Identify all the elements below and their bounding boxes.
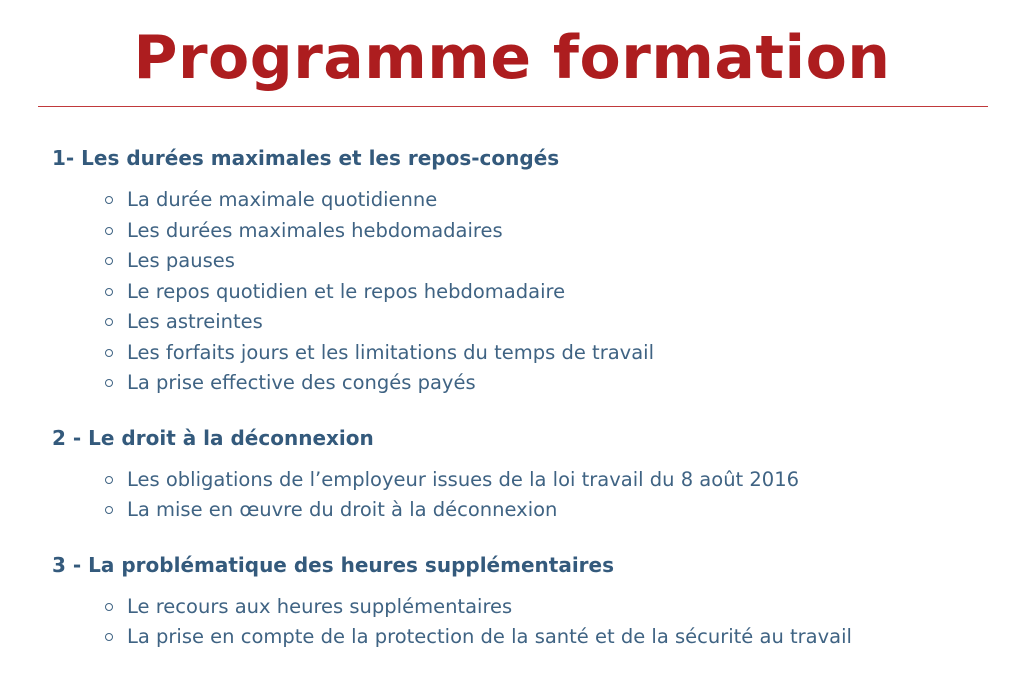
list-item-text: La prise effective des congés payés xyxy=(127,371,476,394)
circle-bullet-icon xyxy=(105,318,113,326)
list-item-text: Le recours aux heures supplémentaires xyxy=(127,594,513,618)
circle-bullet-icon xyxy=(105,506,113,514)
circle-bullet-icon xyxy=(105,196,113,204)
circle-bullet-icon xyxy=(105,633,113,641)
list-item xyxy=(102,216,1002,247)
list-item-text: Le repos quotidien et le repos hebdomadaire xyxy=(127,279,566,303)
title-divider xyxy=(38,106,988,107)
list-item-text: Les forfaits jours et les limitations du temps de travail xyxy=(127,340,654,364)
section-heading: 2 - Le droit à la déconnexion xyxy=(52,425,374,450)
list-item-text: La mise en œuvre du droit à la déconnexion xyxy=(127,498,558,521)
page-title: Programme formation xyxy=(133,23,891,93)
list-item xyxy=(102,185,1002,216)
circle-bullet-icon xyxy=(105,476,113,484)
circle-bullet-icon xyxy=(105,379,113,387)
list-item xyxy=(102,495,1002,526)
circle-bullet-icon xyxy=(105,257,113,265)
circle-bullet-icon xyxy=(105,349,113,357)
circle-bullet-icon xyxy=(105,603,113,611)
section-heading: 3 - La problématique des heures supplémentaires xyxy=(52,552,615,577)
circle-bullet-icon xyxy=(105,227,113,235)
list-item-text: Les durées maximales hebdomadaires xyxy=(127,218,503,242)
list-item-text: Les pauses xyxy=(127,249,235,272)
section-3 xyxy=(52,548,1002,653)
list-item-text: Les obligations de l’employeur issues de la loi travail du 8 août 2016 xyxy=(127,467,800,491)
list-item-text: La durée maximale quotidienne xyxy=(127,188,438,211)
list-item xyxy=(102,277,1002,308)
section-2 xyxy=(52,421,1002,526)
section-heading: 1- Les durées maximales et les repos-congés xyxy=(52,146,560,170)
programme-content xyxy=(52,141,1002,653)
section-item-list xyxy=(52,592,1002,653)
list-item xyxy=(102,246,1002,277)
section-item-list xyxy=(52,465,1002,526)
list-item xyxy=(102,465,1002,496)
section-1 xyxy=(52,141,1002,399)
list-item xyxy=(102,307,1002,338)
list-item xyxy=(102,338,1002,369)
circle-bullet-icon xyxy=(105,288,113,296)
list-item xyxy=(102,368,1002,399)
list-item xyxy=(102,592,1002,623)
list-item xyxy=(102,622,1002,653)
list-item-text: Les astreintes xyxy=(127,310,263,333)
list-item-text: La prise en compte de la protection de la santé et de la sécurité au travail xyxy=(127,625,852,648)
section-item-list xyxy=(52,185,1002,399)
